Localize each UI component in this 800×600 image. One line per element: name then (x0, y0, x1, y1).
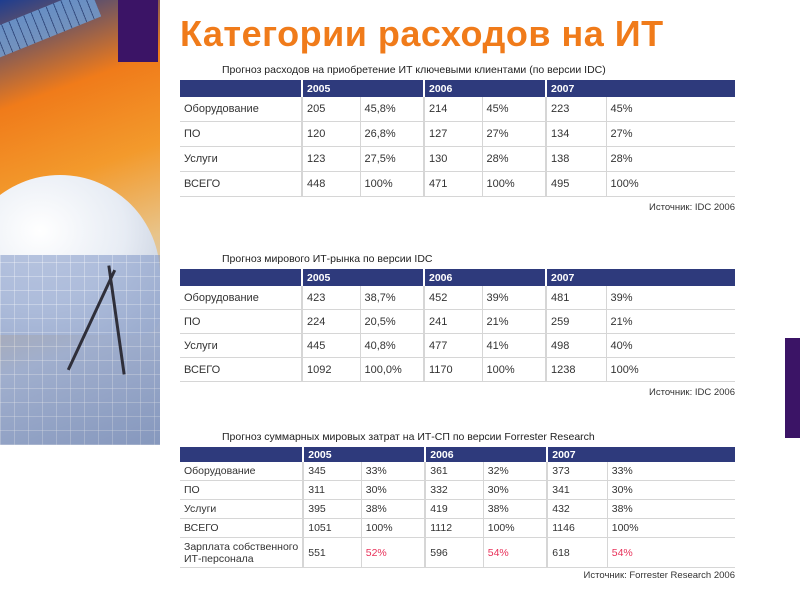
data-table (180, 447, 735, 568)
cell: 28% (482, 147, 546, 172)
row-label: ВСЕГО (180, 358, 302, 382)
cell: 38% (483, 500, 547, 519)
cell: 341 (547, 481, 607, 500)
row-label: ПО (180, 481, 303, 500)
cell: 471 (424, 172, 482, 197)
cell: 28% (606, 147, 735, 172)
cell: 618 (547, 538, 607, 568)
row-label: Услуги (180, 334, 302, 358)
cell: 452 (424, 286, 482, 310)
cell: 39% (606, 286, 735, 310)
table-source: Источник: IDC 2006 (649, 202, 735, 213)
accent-square-top (118, 0, 158, 62)
table-row (180, 481, 735, 500)
table-row (180, 358, 735, 382)
cell: 45,8% (360, 97, 424, 122)
cell: 448 (302, 172, 360, 197)
cell: 419 (425, 500, 483, 519)
row-label: Услуги (180, 147, 302, 172)
ruler-shape (0, 0, 101, 61)
header-blank (180, 269, 302, 286)
cell: 1238 (546, 358, 606, 382)
cell: 100% (483, 519, 547, 538)
table-title: Прогноз мирового ИТ-рынка по версии IDC (222, 253, 433, 265)
header-year: 2007 (546, 269, 735, 286)
header-year: 2006 (424, 80, 546, 97)
table-row (180, 310, 735, 334)
header-year: 2007 (546, 80, 735, 97)
row-label-line: ИТ-персонала (184, 552, 254, 565)
cell: 130 (424, 147, 482, 172)
header-blank (180, 80, 302, 97)
decorative-background-image (0, 0, 160, 445)
cell: 1092 (302, 358, 360, 382)
cell: 361 (425, 462, 483, 481)
cell: 100% (607, 519, 735, 538)
cell: 373 (547, 462, 607, 481)
cell: 100% (606, 172, 735, 197)
cell: 100% (360, 172, 424, 197)
cell: 27% (482, 122, 546, 147)
cell-highlight: 54% (483, 538, 547, 568)
header-year: 2005 (302, 269, 424, 286)
row-label: Оборудование (180, 286, 302, 310)
cell: 100% (361, 519, 425, 538)
slide-title: Категории расходов на ИТ (180, 13, 664, 54)
table-row (180, 519, 735, 538)
accent-square-right (785, 338, 800, 438)
table-row-salary (180, 538, 735, 568)
cell: 311 (303, 481, 361, 500)
cell: 120 (302, 122, 360, 147)
cell: 100,0% (360, 358, 424, 382)
cell: 551 (303, 538, 361, 568)
cell: 40,8% (360, 334, 424, 358)
cell: 20,5% (360, 310, 424, 334)
cell: 134 (546, 122, 606, 147)
cell: 41% (482, 334, 546, 358)
cell: 38% (361, 500, 425, 519)
cell: 100% (482, 172, 546, 197)
table-source: Источник: IDC 2006 (649, 387, 735, 398)
row-label: Оборудование (180, 462, 303, 481)
cell: 214 (424, 97, 482, 122)
header-year: 2006 (424, 269, 546, 286)
row-label (180, 538, 303, 568)
cell: 27,5% (360, 147, 424, 172)
cell: 30% (607, 481, 735, 500)
table-title: Прогноз расходов на приобретение ИТ ключевыми клиентами (по версии IDC) (222, 64, 606, 76)
cell: 123 (302, 147, 360, 172)
cell: 100% (482, 358, 546, 382)
cell: 241 (424, 310, 482, 334)
cell: 205 (302, 97, 360, 122)
cell: 1051 (303, 519, 361, 538)
cell: 21% (482, 310, 546, 334)
cell: 30% (361, 481, 425, 500)
header-blank (180, 447, 303, 462)
table-title: Прогноз суммарных мировых затрат на ИТ-СП по версии Forrester Research (222, 431, 595, 443)
table-row (180, 122, 735, 147)
cell: 39% (482, 286, 546, 310)
table-row (180, 172, 735, 197)
row-label: Оборудование (180, 97, 302, 122)
table-row (180, 500, 735, 519)
cell: 332 (425, 481, 483, 500)
table-block-idc-key-clients (180, 64, 735, 213)
cell: 223 (546, 97, 606, 122)
table-row (180, 147, 735, 172)
cell: 21% (606, 310, 735, 334)
table-block-forrester (180, 431, 735, 581)
cell: 477 (424, 334, 482, 358)
cell: 345 (303, 462, 361, 481)
table-source: Источник: Forrester Research 2006 (583, 570, 735, 581)
row-label: ВСЕГО (180, 172, 302, 197)
cell-highlight: 52% (361, 538, 425, 568)
cell: 1170 (424, 358, 482, 382)
cell: 445 (302, 334, 360, 358)
table-row (180, 97, 735, 122)
cell: 26,8% (360, 122, 424, 147)
cell: 38,7% (360, 286, 424, 310)
data-table (180, 80, 735, 197)
table-row (180, 286, 735, 310)
cell: 100% (606, 358, 735, 382)
cell: 138 (546, 147, 606, 172)
table-row (180, 334, 735, 358)
cell: 40% (606, 334, 735, 358)
cell: 45% (606, 97, 735, 122)
cell: 27% (606, 122, 735, 147)
cell: 127 (424, 122, 482, 147)
header-year: 2005 (303, 447, 425, 462)
cell: 596 (425, 538, 483, 568)
data-table (180, 269, 735, 382)
header-year: 2007 (547, 447, 735, 462)
row-label-line: Зарплата собственного (184, 540, 299, 553)
cell: 495 (546, 172, 606, 197)
cell: 259 (546, 310, 606, 334)
cell: 30% (483, 481, 547, 500)
cell: 1146 (547, 519, 607, 538)
cell: 498 (546, 334, 606, 358)
cell: 32% (483, 462, 547, 481)
cell: 33% (361, 462, 425, 481)
cell: 481 (546, 286, 606, 310)
cell: 33% (607, 462, 735, 481)
cell: 423 (302, 286, 360, 310)
table-row (180, 462, 735, 481)
header-year: 2005 (302, 80, 424, 97)
blueprint-shape (0, 255, 160, 445)
row-label: ПО (180, 310, 302, 334)
row-label: ВСЕГО (180, 519, 303, 538)
row-label: ПО (180, 122, 302, 147)
cell: 38% (607, 500, 735, 519)
header-year: 2006 (425, 447, 547, 462)
cell-highlight: 54% (607, 538, 735, 568)
table-block-idc-world-market (180, 253, 735, 398)
cell: 395 (303, 500, 361, 519)
cell: 432 (547, 500, 607, 519)
row-label: Услуги (180, 500, 303, 519)
cell: 45% (482, 97, 546, 122)
cell: 1112 (425, 519, 483, 538)
cell: 224 (302, 310, 360, 334)
